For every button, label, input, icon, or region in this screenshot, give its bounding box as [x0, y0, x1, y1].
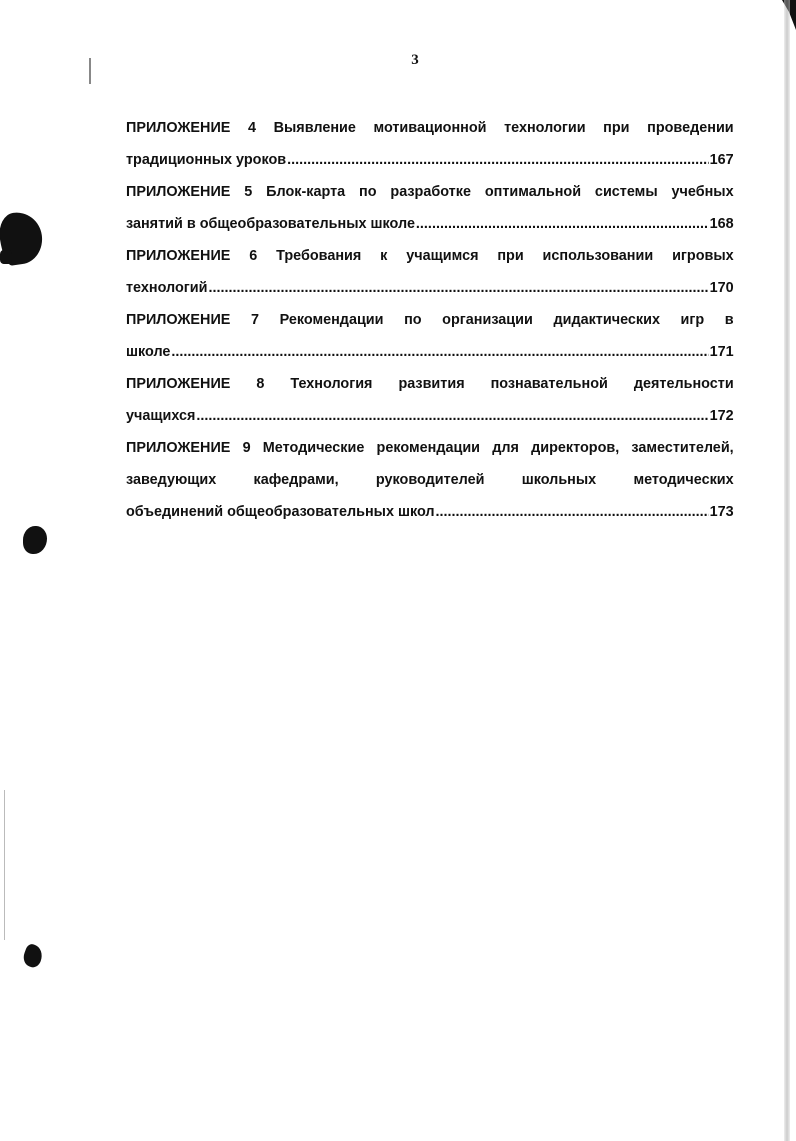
toc-word: 6: [249, 247, 258, 264]
toc-line: [126, 176, 734, 208]
toc-dot-leader: [196, 400, 708, 432]
toc-word: методических: [633, 471, 734, 488]
toc-word: директоров,: [531, 439, 620, 456]
toc-entry: [126, 432, 734, 528]
toc-line: [126, 304, 734, 336]
toc-word: Технология: [290, 375, 373, 392]
toc-word: ПРИЛОЖЕНИЕ: [126, 439, 231, 456]
toc-word: учащимся: [406, 247, 479, 264]
toc-word: для: [492, 439, 519, 456]
scan-edge-shadow: [784, 0, 790, 1141]
toc-line: [126, 464, 734, 496]
toc-word: познавательной: [490, 375, 608, 392]
toc-word: разработке: [390, 183, 471, 200]
toc-page-number: 168: [709, 215, 734, 232]
toc-line: [126, 272, 734, 304]
toc-dot-leader: [436, 496, 709, 528]
toc-word: руководителей: [375, 471, 485, 488]
toc-word: 9: [242, 439, 251, 456]
toc-word: в: [724, 311, 734, 328]
toc-page-number: 173: [709, 503, 734, 520]
toc-word: Рекомендации: [279, 311, 384, 328]
toc-dot-leader: [287, 144, 709, 176]
toc-page-number: 171: [709, 343, 734, 360]
toc-line: [126, 240, 734, 272]
toc-line: [126, 144, 734, 176]
toc-entry-title: учащихся: [126, 407, 196, 424]
toc-word: заместителей,: [631, 439, 734, 456]
toc-line: [126, 336, 734, 368]
toc-word: Требования: [276, 247, 362, 264]
toc-word: ПРИЛОЖЕНИЕ: [126, 375, 231, 392]
toc-page-number: 172: [709, 407, 734, 424]
toc-page-number: 167: [709, 151, 734, 168]
toc-word: кафедрами,: [253, 471, 339, 488]
toc-word: Методические: [262, 439, 365, 456]
toc-line: [126, 400, 734, 432]
toc-word: игр: [680, 311, 705, 328]
toc-word: учебных: [671, 183, 734, 200]
toc-word: деятельности: [633, 375, 734, 392]
toc-word: организации: [442, 311, 533, 328]
toc-word: оптимальной: [484, 183, 582, 200]
toc-word: ПРИЛОЖЕНИЕ: [126, 183, 231, 200]
toc-word: игровых: [672, 247, 734, 264]
toc-line: [126, 432, 734, 464]
toc-entry: [126, 368, 734, 432]
toc-word: 4: [247, 119, 257, 136]
toc-dot-leader: [171, 336, 708, 368]
toc-word: 7: [250, 311, 259, 328]
page-number: 3: [411, 52, 419, 68]
toc-word: системы: [594, 183, 658, 200]
toc-word: при: [497, 247, 524, 264]
toc-word: ПРИЛОЖЕНИЕ: [126, 311, 231, 328]
toc-word: 5: [244, 183, 253, 200]
toc-dot-leader: [208, 272, 708, 304]
toc-word: ПРИЛОЖЕНИЕ: [126, 119, 231, 136]
toc-word: при: [603, 119, 630, 136]
toc-word: заведующих: [126, 471, 217, 488]
toc-line: [126, 496, 734, 528]
toc-line: [126, 112, 734, 144]
toc-word: к: [380, 247, 388, 264]
toc-entry-title: традиционных уроков: [126, 151, 287, 168]
toc-word: Выявление: [273, 119, 356, 136]
toc-word: 8: [256, 375, 265, 392]
toc-entry-title: объединений общеобразовательных школ: [126, 503, 435, 520]
scan-blot: [0, 250, 12, 264]
toc-entry-title: занятий в общеобразовательных школе: [126, 215, 415, 232]
toc-word: использовании: [542, 247, 654, 264]
toc-word: развития: [398, 375, 465, 392]
toc-entry: [126, 176, 734, 240]
scan-edge-line: [4, 790, 5, 940]
toc-word: рекомендации: [376, 439, 481, 456]
toc-page-number: 170: [709, 279, 734, 296]
toc-entry: [126, 112, 734, 176]
toc-word: мотивационной: [373, 119, 487, 136]
toc-word: Блок-карта: [266, 183, 346, 200]
toc-word: проведении: [647, 119, 734, 136]
toc-line: [126, 208, 734, 240]
scan-blot: [23, 526, 47, 554]
toc-word: по: [404, 311, 422, 328]
toc-entry: [126, 240, 734, 304]
scan-blot: [21, 943, 45, 970]
toc-word: ПРИЛОЖЕНИЕ: [126, 247, 231, 264]
toc-entry: [126, 304, 734, 368]
toc-word: по: [359, 183, 377, 200]
toc-word: школьных: [521, 471, 597, 488]
toc-entry-title: школе: [126, 343, 171, 360]
toc-word: дидактических: [553, 311, 660, 328]
toc-dot-leader: [416, 208, 709, 240]
toc-entry-title: технологий: [126, 279, 208, 296]
toc-word: технологии: [504, 119, 586, 136]
table-of-contents: [126, 112, 734, 528]
toc-line: [126, 368, 734, 400]
